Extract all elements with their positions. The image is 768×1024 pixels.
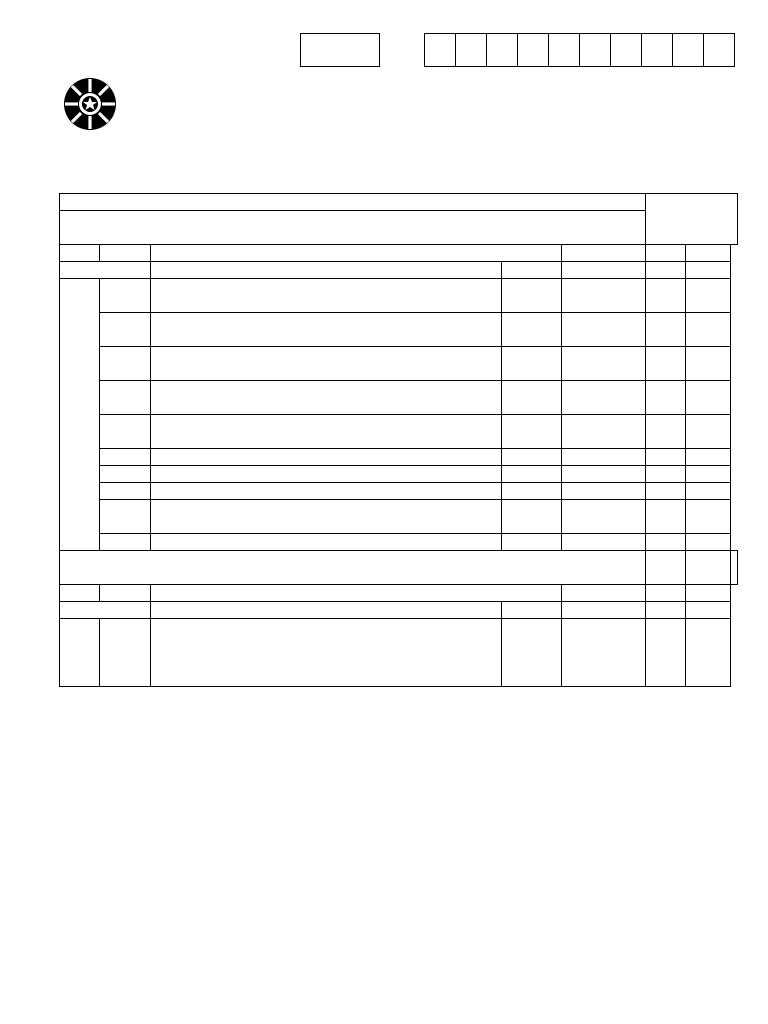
htno-digit-box[interactable] — [579, 33, 611, 67]
marks-line-blank — [562, 245, 646, 262]
program-outcome — [686, 313, 731, 347]
instruction — [60, 194, 646, 211]
table-row — [60, 500, 738, 534]
marks-value — [502, 466, 562, 483]
program-outcome — [686, 500, 731, 534]
table-row — [60, 534, 738, 551]
bloom-level — [562, 279, 646, 313]
table-row — [60, 415, 738, 449]
htno-digit-box[interactable] — [672, 33, 704, 67]
sub-question-label — [100, 466, 151, 483]
course-outcome — [646, 415, 686, 449]
header-blank-cell — [646, 194, 738, 245]
blank-cell — [562, 585, 646, 602]
question-text — [151, 619, 502, 687]
institute-logo — [62, 76, 118, 132]
htno-digit-box[interactable] — [517, 33, 549, 67]
sub-question-label — [100, 381, 151, 415]
sub-question-label — [100, 534, 151, 551]
sub-question-label — [100, 500, 151, 534]
col-header-question — [151, 262, 502, 279]
sub-question-label — [100, 279, 151, 313]
sub-question-label — [100, 415, 151, 449]
htno-digit-box[interactable] — [455, 33, 487, 67]
col-header-bl — [562, 602, 646, 619]
sub-question-label — [100, 483, 151, 500]
question-table — [59, 193, 738, 687]
col-header-co — [646, 602, 686, 619]
question-number — [60, 619, 100, 687]
bloom-level — [562, 415, 646, 449]
bloom-level — [562, 500, 646, 534]
bloom-level — [562, 619, 646, 687]
htno-digit-box[interactable] — [641, 33, 673, 67]
program-outcome — [686, 279, 731, 313]
table-row — [60, 483, 738, 500]
blank-cell — [646, 551, 686, 585]
question-text — [151, 500, 502, 534]
htno-digit-box[interactable] — [424, 33, 456, 67]
marks-value — [502, 381, 562, 415]
marks-value — [502, 483, 562, 500]
exam-badge — [300, 33, 380, 67]
table-row — [60, 347, 738, 381]
marks-line-blank — [100, 245, 151, 262]
blank-cell — [60, 585, 100, 602]
bloom-level — [562, 534, 646, 551]
sub-question-label — [100, 347, 151, 381]
question-text — [151, 483, 502, 500]
part-b-subtitle — [60, 568, 646, 585]
question-text — [151, 534, 502, 551]
marks-value — [502, 279, 562, 313]
part-a-marks-line — [151, 245, 562, 262]
bloom-level — [562, 347, 646, 381]
htno-digit-box[interactable] — [548, 33, 580, 67]
htno-digit-box[interactable] — [703, 33, 735, 67]
bloom-level — [562, 381, 646, 415]
htno-digit-box[interactable] — [610, 33, 642, 67]
col-header-qno — [60, 602, 151, 619]
course-outcome — [646, 483, 686, 500]
blank-cell — [731, 551, 738, 585]
blank-cell — [646, 585, 686, 602]
course-outcome — [646, 449, 686, 466]
course-outcome — [646, 279, 686, 313]
col-header-qno — [60, 262, 151, 279]
bloom-level — [562, 466, 646, 483]
marks-value — [502, 415, 562, 449]
course-outcome — [646, 534, 686, 551]
table-row — [60, 619, 738, 687]
program-outcome — [686, 483, 731, 500]
question-text — [151, 415, 502, 449]
course-outcome — [646, 466, 686, 483]
col-header-marks — [502, 262, 562, 279]
sub-question-label — [100, 313, 151, 347]
marks-value — [502, 534, 562, 551]
course-outcome — [646, 500, 686, 534]
part-b-marks-line — [151, 585, 562, 602]
marks-value — [502, 347, 562, 381]
program-outcome — [686, 534, 731, 551]
table-row — [60, 381, 738, 415]
marks-line-blank — [60, 245, 100, 262]
program-outcome — [686, 381, 731, 415]
blank-cell — [686, 585, 731, 602]
table-row — [60, 466, 738, 483]
table-row — [60, 279, 738, 313]
course-outcome — [646, 313, 686, 347]
htno-digit-box[interactable] — [486, 33, 518, 67]
question-text — [151, 347, 502, 381]
part-b-title — [60, 551, 646, 568]
bloom-level — [562, 483, 646, 500]
course-outcome — [646, 619, 686, 687]
program-outcome — [686, 466, 731, 483]
col-header-bl — [562, 262, 646, 279]
program-outcome — [686, 415, 731, 449]
table-row — [60, 313, 738, 347]
sub-question-label — [100, 449, 151, 466]
col-header-question — [151, 602, 502, 619]
blank-cell — [100, 585, 151, 602]
program-outcome — [686, 449, 731, 466]
marks-value — [502, 619, 562, 687]
course-outcome — [646, 381, 686, 415]
program-outcome — [686, 347, 731, 381]
part-a-subtitle — [60, 228, 646, 245]
question-text — [151, 279, 502, 313]
col-header-po — [686, 262, 731, 279]
question-text — [151, 381, 502, 415]
question-text — [151, 449, 502, 466]
marks-value — [502, 500, 562, 534]
htno-boxes — [424, 33, 735, 67]
question-text — [151, 466, 502, 483]
program-outcome — [686, 619, 731, 687]
bloom-level — [562, 449, 646, 466]
question-number — [60, 279, 100, 551]
part-a-title — [60, 211, 646, 228]
marks-value — [502, 313, 562, 347]
col-header-po — [686, 602, 731, 619]
marks-line-blank — [646, 245, 686, 262]
marks-line-blank — [686, 245, 731, 262]
col-header-marks — [502, 602, 562, 619]
question-text — [151, 313, 502, 347]
col-header-co — [646, 262, 686, 279]
blank-cell — [686, 551, 731, 585]
marks-value — [502, 449, 562, 466]
bloom-level — [562, 313, 646, 347]
table-row — [60, 449, 738, 466]
course-outcome — [646, 347, 686, 381]
sub-question-label — [100, 619, 151, 687]
